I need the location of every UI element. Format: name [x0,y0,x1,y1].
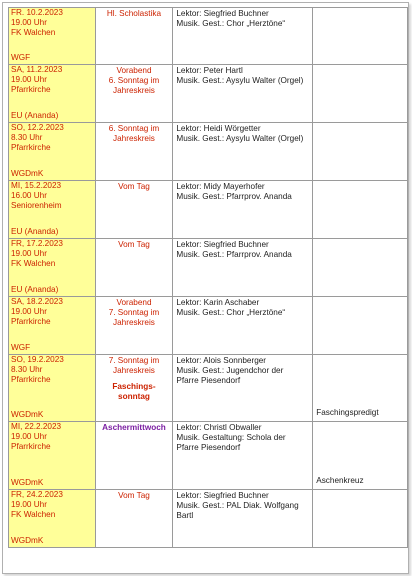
place-label: FK Walchen [11,510,56,519]
date-label: SO, 19.2.2023 [11,355,64,364]
place-label: Pfarrkirche [11,442,51,451]
feast-label: Aschermittwoch [102,423,166,432]
service-type-label: EU (Ananda) [11,227,59,236]
service-type-label: WGF [11,343,31,352]
place-label: Seniorenheim [11,201,62,210]
feast-label: Vom Tag [118,182,150,191]
notes-cell [313,355,408,422]
time-label: 19.00 Uhr [11,500,47,509]
feast-cell [95,239,173,297]
schedule-row [9,355,408,422]
feast-cell [95,8,173,65]
notes-cell [313,297,408,355]
date-label: SA, 18.2.2023 [11,297,63,306]
music-label: Musik. Gest.: Aysylu Walter (Orgel) [176,76,304,85]
feast-cell [95,490,173,548]
music-label: Bartl [176,511,194,520]
music-label: Pfarre Piesendorf [176,443,241,452]
participants-cell [173,239,313,297]
schedule-row [9,239,408,297]
feast-label: Jahreskreis [113,134,155,143]
schedule-row [9,490,408,548]
notes-cell [313,239,408,297]
service-type-label: WGDmK [11,410,44,419]
schedule-row [9,181,408,239]
feast-label: Faschings- [112,382,156,391]
notes-cell [313,65,408,123]
place-label: Pfarrkirche [11,375,51,384]
date-label: FR, 24.2.2023 [11,490,63,499]
note-label: Aschenkreuz [316,476,364,485]
feast-cell [95,355,173,422]
feast-label: Jahreskreis [113,86,155,95]
date-cell [9,65,96,123]
lector-label: Lektor: Siegfried Buchner [176,240,269,249]
time-label: 8.30 Uhr [11,133,43,142]
feast-cell [95,422,173,490]
music-label: Musik. Gest.: Pfarrprov. Ananda [176,192,292,201]
feast-label: 7. Sonntag im [108,356,160,365]
time-label: 8.30 Uhr [11,365,43,374]
time-label: 19.00 Uhr [11,18,47,27]
service-type-label: WGDmK [11,536,44,545]
participants-cell [173,123,313,181]
date-cell [9,239,96,297]
place-label: Pfarrkirche [11,317,51,326]
lector-label: Lektor: Siegfried Buchner [176,491,269,500]
service-type-label: EU (Ananda) [11,111,59,120]
date-cell [9,181,96,239]
music-label: Musik. Gest.: Chor „Herztöne“ [176,19,286,28]
schedule-row [9,297,408,355]
lector-label: Lektor: Heidi Wörgetter [176,124,261,133]
date-label: MI, 22.2.2023 [11,422,62,431]
time-label: 16.00 Uhr [11,191,47,200]
date-label: MI, 15.2.2023 [11,181,62,190]
date-label: FR, 17.2.2023 [11,239,63,248]
participants-cell [173,355,313,422]
notes-cell [313,123,408,181]
notes-cell [313,490,408,548]
lector-label: Lektor: Karin Aschaber [176,298,260,307]
participants-cell [173,490,313,548]
feast-label: Vorabend [116,66,152,75]
lector-label: Lektor: Alois Sonnberger [176,356,267,365]
date-cell [9,297,96,355]
time-label: 19.00 Uhr [11,249,47,258]
notes-cell [313,8,408,65]
music-label: Musik. Gest.: Pfarrprov. Ananda [176,250,292,259]
notes-cell [313,422,408,490]
schedule-row [9,8,408,65]
schedule-page [2,2,409,574]
lector-label: Lektor: Midy Mayerhofer [176,182,265,191]
schedule-rows [9,8,408,548]
feast-label: Vom Tag [118,240,150,249]
date-cell [9,355,96,422]
service-type-label: WGF [11,53,31,62]
feast-label: 6. Sonntag im [108,76,160,85]
music-label: Musik. Gest.: Aysylu Walter (Orgel) [176,134,304,143]
time-label: 19.00 Uhr [11,75,47,84]
date-cell [9,422,96,490]
participants-cell [173,8,313,65]
feast-label: 6. Sonntag im [108,124,160,133]
lector-label: Lektor: Christl Obwaller [176,423,262,432]
time-label: 19.00 Uhr [11,432,47,441]
schedule-row [9,65,408,123]
notes-cell [313,181,408,239]
participants-cell [173,422,313,490]
date-cell [9,8,96,65]
feast-label: Jahreskreis [113,318,155,327]
music-label: Musik. Gestaltung: Schola der [176,433,286,442]
feast-cell [95,65,173,123]
date-label: SO, 12.2.2023 [11,123,64,132]
feast-label: sonntag [118,392,150,401]
date-label: FR. 10.2.2023 [11,8,63,17]
lector-label: Lektor: Siegfried Buchner [176,9,269,18]
date-cell [9,123,96,181]
music-label: Musik. Gest.: PAL Diak. Wolfgang [176,501,299,510]
music-label: Musik. Gest.: Jugendchor der [176,366,284,375]
date-label: SA, 11.2.2023 [11,65,63,74]
place-label: Pfarrkirche [11,143,51,152]
feast-label: Hl. Scholastika [106,9,162,18]
feast-cell [95,181,173,239]
music-label: Pfarre Piesendorf [176,376,241,385]
schedule-row [9,422,408,490]
service-type-label: EU (Ananda) [11,285,59,294]
service-schedule-table [8,7,408,548]
place-label: Pfarrkirche [11,85,51,94]
participants-cell [173,65,313,123]
lector-label: Lektor: Peter Hartl [176,66,243,75]
feast-cell [95,297,173,355]
date-cell [9,490,96,548]
feast-label: 7. Sonntag im [108,308,160,317]
feast-label: Jahreskreis [113,366,155,375]
participants-cell [173,181,313,239]
service-type-label: WGDmK [11,169,44,178]
feast-label: Vom Tag [118,491,150,500]
place-label: FK Walchen [11,28,56,37]
feast-label: Vorabend [116,298,152,307]
schedule-row [9,123,408,181]
participants-cell [173,297,313,355]
service-type-label: WGDmK [11,478,44,487]
note-label: Faschingspredigt [316,408,379,417]
place-label: FK Walchen [11,259,56,268]
music-label: Musik. Gest.: Chor „Herztöne“ [176,308,286,317]
time-label: 19.00 Uhr [11,307,47,316]
feast-cell [95,123,173,181]
